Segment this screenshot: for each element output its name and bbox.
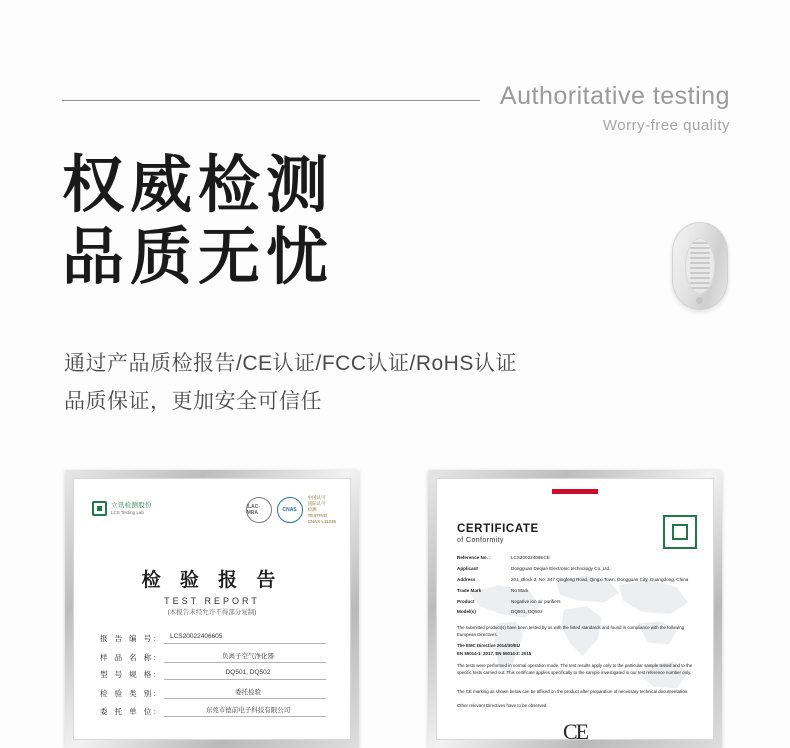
headline-line-1: 权威检测 xyxy=(62,151,335,220)
conformity-title-block xyxy=(457,523,539,544)
conformity-field-value: No Mark xyxy=(511,587,529,593)
conformity-field-key: Model(s) xyxy=(457,609,476,615)
conformity-field-list xyxy=(457,555,697,620)
product-grille-icon xyxy=(685,238,715,294)
badge-side-line-5: CNAS L11335 xyxy=(307,519,336,525)
report-field-label: 委 托 单 位: xyxy=(100,707,159,716)
header-divider xyxy=(62,100,480,101)
report-field-label: 报 告 编 号: xyxy=(100,634,159,643)
certificate-frame-test-report xyxy=(65,470,359,748)
conformity-field-row xyxy=(457,577,697,584)
conformity-field-row xyxy=(457,599,697,606)
certificate-frame-conformity xyxy=(428,470,722,748)
english-subtitle: Worry-free quality xyxy=(602,117,730,134)
lab-logo-cn: 立讯检测股份 xyxy=(111,502,152,510)
conformity-field-row xyxy=(457,609,697,616)
conformity-field-key: Address xyxy=(457,576,476,582)
report-title-en: TEST REPORT xyxy=(164,596,260,606)
accreditation-badges xyxy=(246,495,336,525)
badge-side-line-1: 中国认可 xyxy=(307,495,326,500)
conformity-field-key: Product xyxy=(457,598,475,604)
conformity-title: CERTIFICATE xyxy=(457,523,539,535)
ce-mark-icon: CE xyxy=(562,719,588,740)
subcopy-line-2: 品质保证，更加安全可信任 xyxy=(64,390,322,413)
report-field-value: 东莞市德前电子科技有限公司 xyxy=(164,705,326,717)
conformity-paragraph-1: The submitted product(s) have been tested by us with the listed standards and found in compliance with the following European Directives. xyxy=(457,625,685,637)
subcopy-line-1: 通过产品质检报告/CE认证/FCC认证/RoHS认证 xyxy=(64,352,517,375)
subcopy xyxy=(64,345,517,421)
conformity-standards-line: EN 55014-1: 2017, EN 55014-2: 2015 xyxy=(457,651,532,656)
test-report-document xyxy=(73,478,351,740)
headline xyxy=(62,150,334,294)
badge-side-line-2: 国际认可 xyxy=(307,501,326,507)
conformity-field-key: Reference No. : xyxy=(457,555,491,560)
report-field-value: 负离子空气净化器 xyxy=(164,651,326,663)
report-title-block xyxy=(74,565,350,606)
english-title: Authoritative testing xyxy=(499,82,730,110)
report-field-label: 型 号 规 格: xyxy=(100,670,159,679)
conformity-field-row xyxy=(457,588,697,595)
report-field-value: DQ501, DQ502 xyxy=(164,669,326,680)
report-field-row xyxy=(100,651,326,663)
certificate-gallery xyxy=(0,470,790,748)
conformity-paragraph-4: Other relevant Directives have to be observed. xyxy=(457,703,548,708)
conformity-field-value: Negative ion air purifiers xyxy=(511,598,561,604)
conformity-paragraph-2: The tests were performed in normal operation mode. The test results apply only to the particular sample tested and to the specific tests carried out. This certificate applies specifically to the sample investigated in our test reference number only. xyxy=(457,663,693,675)
report-field-list xyxy=(100,633,326,724)
conformity-directive-line: The EMC Directive 2014/30/EU xyxy=(457,643,520,648)
lab-seal-icon xyxy=(663,515,697,549)
conformity-field-value: DQ501, DQ502 xyxy=(511,609,543,615)
report-field-row xyxy=(100,687,326,699)
conformity-paragraph-3: The CE marking as shown below can be affixed on the product after preparation of necessary technical documentation. xyxy=(457,689,689,694)
ilac-badge-icon: ILAC-MRA xyxy=(246,497,272,523)
cnas-badge-icon: CNAS xyxy=(277,497,303,523)
product-image xyxy=(672,222,728,310)
report-note: (本报告未经允许不得部分复制) xyxy=(167,609,257,616)
conformity-field-value: 201, Block 3, No. 347 Qingfeng Road, Qingxi Town, Dongguan City, Guangdong, China xyxy=(511,576,689,582)
lab-logo-en: LCS Testing Lab xyxy=(111,509,144,515)
report-field-row xyxy=(100,669,326,680)
report-field-label: 样 品 名 称: xyxy=(100,652,159,662)
conformity-subtitle: of Conformity xyxy=(457,537,504,544)
badge-side-line-3: 检测 xyxy=(307,507,317,513)
lab-logo-icon xyxy=(92,501,107,516)
conformity-field-row xyxy=(457,566,697,573)
conformity-field-row xyxy=(457,555,697,562)
lab-logo xyxy=(92,501,152,516)
badge-side-text xyxy=(308,495,336,525)
report-title-cn: 检 验 报 告 xyxy=(141,570,283,591)
headline-line-2: 品质无忧 xyxy=(62,223,335,292)
report-field-label: 检 验 类 别: xyxy=(100,688,159,698)
report-field-value: 委托检验 xyxy=(164,687,326,699)
conformity-field-key: Trade Mark xyxy=(457,587,482,593)
badge-side-line-4: TESTING xyxy=(307,513,328,519)
report-field-value: LCS20022406605 xyxy=(164,633,326,644)
conformity-document xyxy=(436,478,714,740)
certificate-accent-bar xyxy=(552,489,598,494)
report-field-row xyxy=(100,633,326,644)
conformity-field-key: Applicant xyxy=(457,565,478,571)
product-indicator-dot xyxy=(696,297,703,304)
conformity-field-value: LCS20022406ECE xyxy=(511,555,550,560)
conformity-field-value: Dongguan Deqian Electronic technology Co.,Ltd. xyxy=(511,565,611,571)
report-field-row xyxy=(100,705,326,717)
